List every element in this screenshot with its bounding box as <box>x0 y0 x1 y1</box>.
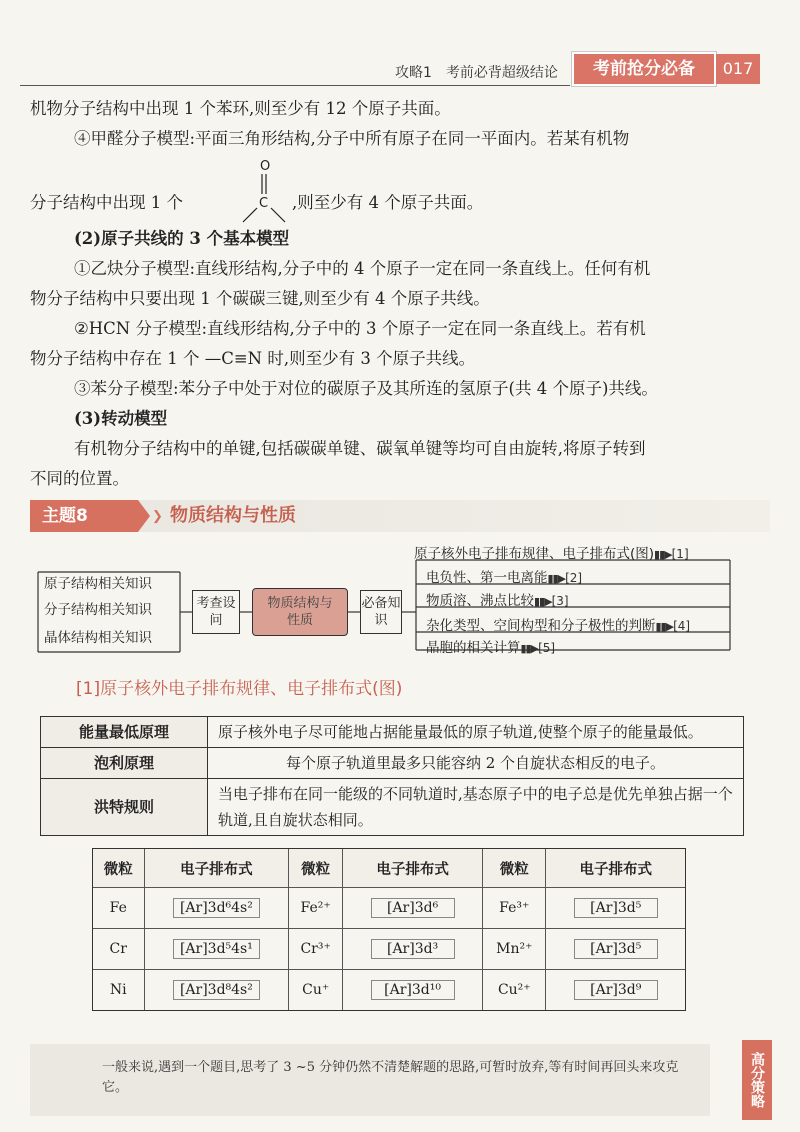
concept-map <box>30 538 770 668</box>
running-title: 攻略1 考前必背超级结论 <box>395 65 558 81</box>
table-cell: Fe <box>93 888 145 929</box>
principle-desc: 当电子排布在同一能级的不同轨道时,基态原子中的电子总是优先单独占据一个轨道,且自旋状态相同。 <box>208 779 744 836</box>
principle-name: 泡利原理 <box>41 748 208 779</box>
principle-desc: 原子核外电子尽可能地占据能量最低的原子轨道,使整个原子的能量最低。 <box>208 717 744 748</box>
table-cell: Cr³⁺ <box>289 929 343 970</box>
table-cell: Mn²⁺ <box>483 929 546 970</box>
paragraph: ①乙炔分子模型:直线形结构,分子中的 4 个原子一定在同一条直线上。任何有机 <box>74 259 651 278</box>
paragraph: ③苯分子模型:苯分子中处于对位的碳原子及其所连的氢原子(共 4 个原子)共线。 <box>74 379 658 398</box>
table-cell: Cu⁺ <box>289 970 343 1010</box>
mindmap-left-item: 原子结构相关知识 <box>44 576 152 592</box>
table-cell: Cu²⁺ <box>483 970 546 1010</box>
principles-table <box>40 716 744 836</box>
table-cell: [Ar]3d¹⁰ <box>343 970 483 1010</box>
table-cell: [Ar]3d⁶4s² <box>145 888 290 929</box>
reference-label: [4] <box>673 619 691 633</box>
table-cell: [Ar]3d⁶ <box>343 888 483 929</box>
table-row <box>93 929 685 970</box>
footer-side-tab: 高分策略 <box>742 1040 772 1120</box>
reference-label: [1] <box>671 547 689 561</box>
carbonyl-structure <box>235 154 291 224</box>
table-cell: Fe³⁺ <box>483 888 546 929</box>
subsection-heading: [1]原子核外电子排布规律、电子排布式(图) <box>76 679 403 699</box>
mindmap-right-item: 杂化类型、空间构型和分子极性的判断▮▮▶[4] <box>426 618 691 634</box>
table-cell: Fe²⁺ <box>289 888 343 929</box>
paragraph: ,则至少有 4 个原子共面。 <box>292 193 484 212</box>
arrow-right-icon: ▮▮▶ <box>547 572 566 585</box>
electron-config-table <box>92 848 686 1011</box>
arrow-right-icon: ▮▮▶ <box>654 548 672 561</box>
paragraph: ④甲醛分子模型:平面三角形结构,分子中所有原子在同一平面内。若某有机物 <box>74 129 630 148</box>
mindmap-right-item: 电负性、第一电离能▮▮▶[2] <box>426 570 583 586</box>
arrow-right-icon: ▮▮▶ <box>534 595 552 608</box>
table-row <box>41 717 744 748</box>
table-row <box>41 779 744 836</box>
mindmap-left-item: 分子结构相关知识 <box>44 602 152 618</box>
reference-label: [3] <box>551 594 569 608</box>
carbonyl-carbon: C <box>259 196 269 211</box>
mindmap-right-item: 物质溶、沸点比较▮▮▶[3] <box>426 593 569 609</box>
subheading: (3)转动模型 <box>74 409 168 428</box>
chevron-right-icon: ❯ <box>152 509 163 524</box>
table-cell: [Ar]3d⁵ <box>546 929 685 970</box>
paragraph: 物分子结构中只要出现 1 个碳碳三键,则至少有 4 个原子共线。 <box>30 289 490 308</box>
mindmap-right-item: 原子核外电子排布规律、电子排布式(图)▮▮▶[1] <box>414 546 689 562</box>
reference-label: [2] <box>565 571 583 585</box>
paragraph: 分子结构中出现 1 个 <box>30 193 183 212</box>
arrow-right-icon: ▮▮▶ <box>655 620 674 633</box>
mindmap-box-questions: 考查设问 <box>192 590 240 634</box>
section-tag-arrow <box>138 500 150 532</box>
mindmap-left-item: 晶体结构相关知识 <box>44 630 152 646</box>
paragraph: ②HCN 分子模型:直线形结构,分子中的 3 个原子一定在同一条直线上。若有机 <box>74 319 646 338</box>
principle-name: 洪特规则 <box>41 779 208 836</box>
mindmap-right-item: 晶胞的相关计算▮▮▶[5] <box>426 640 556 656</box>
header-rule <box>20 85 570 86</box>
section-tag: 主题8 <box>30 500 138 532</box>
reference-label: [5] <box>538 641 556 655</box>
table-header-row <box>93 849 685 888</box>
table-row <box>93 970 685 1010</box>
mindmap-center-topic: 物质结构与性质 <box>252 588 348 636</box>
table-row <box>93 888 685 929</box>
column-header: 微粒 <box>93 849 145 888</box>
table-cell: [Ar]3d³ <box>343 929 483 970</box>
footer-text: 一般来说,遇到一个题目,思考了 3 ~5 分钟仍然不清楚解题的思路,可暂时放弃,等有时间再回头来攻克它。 <box>102 1060 679 1095</box>
column-header: 电子排布式 <box>546 849 685 888</box>
column-header: 微粒 <box>289 849 343 888</box>
table-cell: [Ar]3d⁵ <box>546 888 685 929</box>
subheading: (2)原子共线的 3 个基本模型 <box>74 229 290 248</box>
mindmap-box-knowledge: 必备知识 <box>360 590 402 634</box>
principle-name: 能量最低原理 <box>41 717 208 748</box>
carbonyl-oxygen: O <box>260 159 271 174</box>
paragraph: 物分子结构中存在 1 个 —C≡N 时,则至少有 3 个原子共线。 <box>30 349 476 368</box>
table-cell: Ni <box>93 970 145 1010</box>
page-header <box>0 48 800 88</box>
column-header: 电子排布式 <box>145 849 290 888</box>
page-number: 017 <box>716 54 760 84</box>
table-cell: Cr <box>93 929 145 970</box>
body-text <box>30 94 730 494</box>
paragraph: 有机物分子结构中的单键,包括碳碳单键、碳氧单键等均可自由旋转,将原子转到 <box>74 439 646 458</box>
column-header: 电子排布式 <box>343 849 483 888</box>
paragraph: 不同的位置。 <box>30 469 129 488</box>
table-cell: [Ar]3d⁸4s² <box>145 970 290 1010</box>
footer-tip <box>30 1044 710 1116</box>
arrow-right-icon: ▮▮▶ <box>520 642 539 655</box>
table-row <box>41 748 744 779</box>
paragraph: 机物分子结构中出现 1 个苯环,则至少有 12 个原子共面。 <box>30 99 451 118</box>
table-cell: [Ar]3d⁹ <box>546 970 685 1010</box>
header-badge: 考前抢分必备 <box>572 52 716 86</box>
section-band <box>30 500 770 532</box>
table-cell: [Ar]3d⁵4s¹ <box>145 929 290 970</box>
principle-desc: 每个原子轨道里最多只能容纳 2 个自旋状态相反的电子。 <box>208 748 744 779</box>
carbonyl-line <box>30 154 730 224</box>
section-title: 物质结构与性质 <box>170 505 296 526</box>
column-header: 微粒 <box>483 849 546 888</box>
